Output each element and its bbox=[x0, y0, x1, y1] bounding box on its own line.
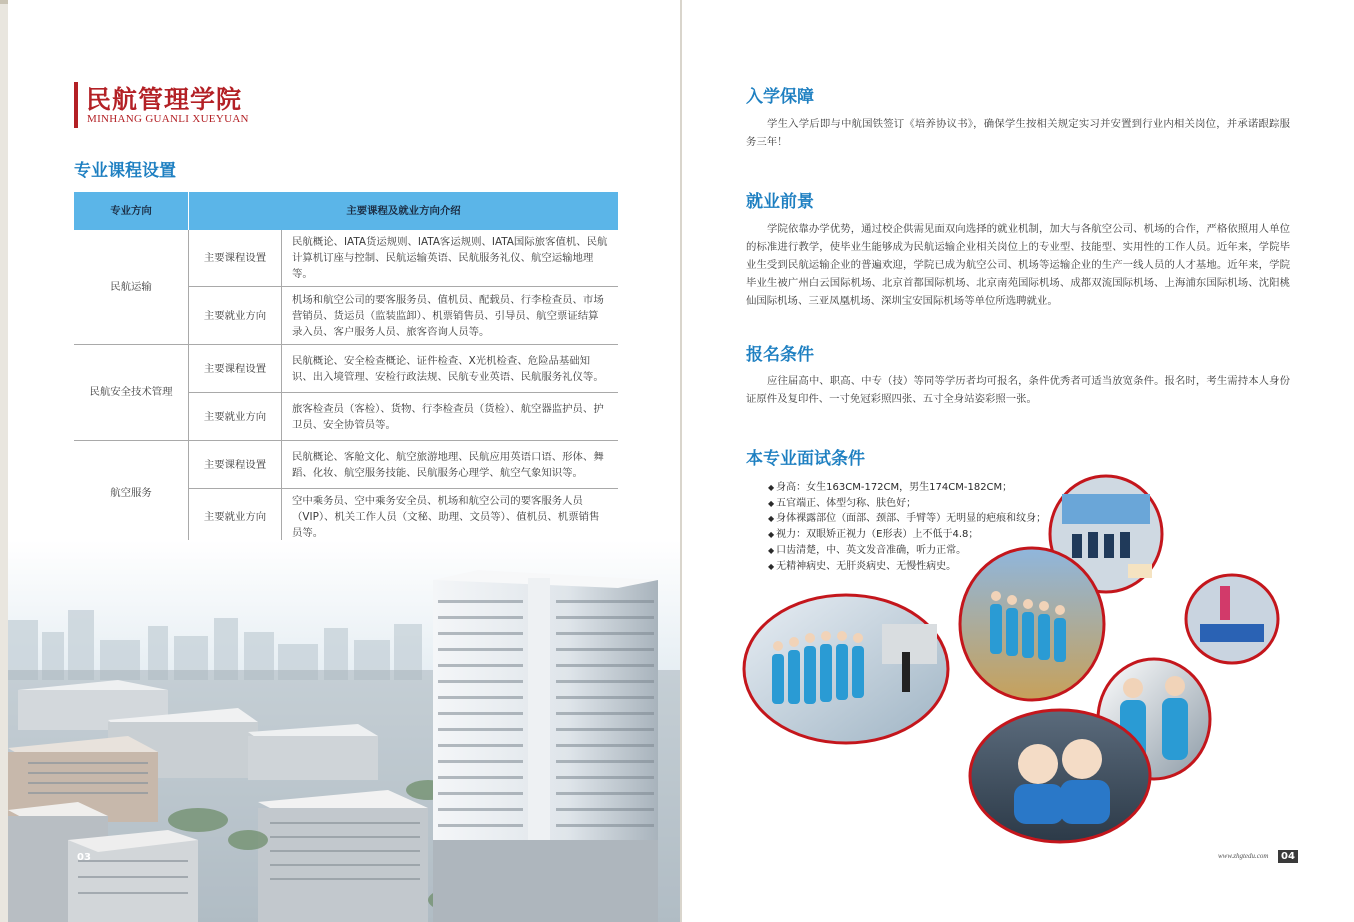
section-title-enrollment: 入学保障 bbox=[746, 87, 814, 107]
page-number-left: 03 bbox=[77, 852, 91, 863]
row-content-cell: 机场和航空公司的要客服务员、值机员、配载员、行李检查员、市场营销员、货运员（监装监卸）、机票销售员、引导员、航空票证结算录入员、客户服务人员、旅客咨询人员等。 bbox=[282, 287, 619, 345]
course-table bbox=[74, 192, 618, 546]
section-title-application: 报名条件 bbox=[746, 345, 814, 365]
campus-cityscape-image bbox=[8, 540, 680, 922]
list-item: ◆ 视力：双眼矫正视力（E形表）上不低于4.8； bbox=[768, 527, 1046, 543]
student-photo-collage bbox=[742, 474, 1302, 854]
list-item: ◆ 身高：女生163CM-172CM，男生174CM-182CM； bbox=[768, 480, 1046, 496]
section-title-employment: 就业前景 bbox=[746, 192, 814, 212]
table-row bbox=[74, 230, 618, 287]
row-content-cell: 民航概论、客舱文化、航空旅游地理、民航应用英语口语、形体、舞蹈、化妆、航空服务技能、民航服务心理学、航空气象知识等。 bbox=[282, 441, 619, 489]
section-title-interview: 本专业面试条件 bbox=[746, 449, 865, 469]
title-accent-bar bbox=[74, 82, 78, 128]
table-row bbox=[74, 345, 618, 393]
header-courses: 主要课程及就业方向介绍 bbox=[189, 192, 619, 230]
header-direction: 专业方向 bbox=[74, 192, 189, 230]
row-type-cell: 主要就业方向 bbox=[189, 489, 282, 546]
direction-cell: 航空服务 bbox=[74, 441, 189, 546]
section-text-employment: 学院依靠办学优势，通过校企供需见面双向选择的就业机制，加大与各航空公司、机场的合作，严格依照用人单位的标准进行教学，使毕业生能够成为民航运输企业相关岗位上的专业型、技能型、实用性的工作人员。近年来，学院毕业生受到民航运输企业的普遍欢迎，学院已成为航空公司、机场等运输企业的生产一线人员的人才基地。近年来，学院毕业生被广州白云国际机场、北京首都国际机场、北京南苑国际机场、成都双流国际机场、上海浦东国际机场、沈阳桃仙国际机场、三亚凤凰机场、深圳宝安国际机场等单位所选聘就业。 bbox=[746, 223, 1290, 307]
table-row bbox=[74, 441, 618, 489]
row-type-cell: 主要课程设置 bbox=[189, 441, 282, 489]
course-section-title: 专业课程设置 bbox=[74, 161, 176, 181]
section-text-application: 应往届高中、职高、中专（技）等同等学历者均可报名，条件优秀者可适当放宽条件。报名时，考生需持本人身份证原件及复印件、一寸免冠彩照四张、五寸全身站姿彩照一张。 bbox=[746, 375, 1290, 405]
website-url: www.zhgtedu.com bbox=[1218, 852, 1269, 860]
table-header-row bbox=[74, 192, 618, 230]
list-item: ◆ 身体裸露部位（面部、颈部、手臂等）无明显的疤痕和纹身； bbox=[768, 511, 1046, 527]
row-type-cell: 主要就业方向 bbox=[189, 393, 282, 441]
section-text-enrollment: 学生入学后即与中航国铁签订《培养协议书》，确保学生按相关规定实习并安置到行业内相关岗位，并承诺跟踪服务三年！ bbox=[746, 118, 1290, 148]
direction-cell: 民航安全技术管理 bbox=[74, 345, 189, 441]
row-content-cell: 民航概论、IATA货运规则、IATA客运规则、IATA国际旅客值机、民航计算机订座与控制、民航运输英语、民航服务礼仪、航空运输地理等。 bbox=[282, 230, 619, 287]
row-content-cell: 民航概论、安全检查概论、证件检查、X光机检查、危险品基础知识、出入境管理、安检行政法规、民航专业英语、民航服务礼仪等。 bbox=[282, 345, 619, 393]
right-page bbox=[682, 0, 1354, 922]
page-number-right: 04 bbox=[1278, 850, 1298, 863]
row-type-cell: 主要课程设置 bbox=[189, 230, 282, 287]
left-page bbox=[8, 0, 680, 922]
college-title: 民航管理学院 bbox=[86, 85, 243, 114]
row-content-cell: 旅客检查员（客检）、货物、行李检查员（货检）、航空器监护员、护卫员、安全协管员等。 bbox=[282, 393, 619, 441]
direction-cell: 民航运输 bbox=[74, 230, 189, 345]
college-title-pinyin: MINHANG GUANLI XUEYUAN bbox=[87, 113, 249, 125]
row-content-cell: 空中乘务员、空中乘务安全员、机场和航空公司的要客服务人员（VIP）、机关工作人员（文秘、助理、文员等）、值机员、机票销售员等。 bbox=[282, 489, 619, 546]
list-item: ◆ 五官端正、体型匀称、肤色好； bbox=[768, 496, 1046, 512]
row-type-cell: 主要就业方向 bbox=[189, 287, 282, 345]
list-item: ◆ 口齿清楚，中、英文发音准确，听力正常。 bbox=[768, 543, 1046, 559]
list-item: ◆ 无精神病史、无肝炎病史、无慢性病史。 bbox=[768, 559, 1046, 575]
row-type-cell: 主要课程设置 bbox=[189, 345, 282, 393]
